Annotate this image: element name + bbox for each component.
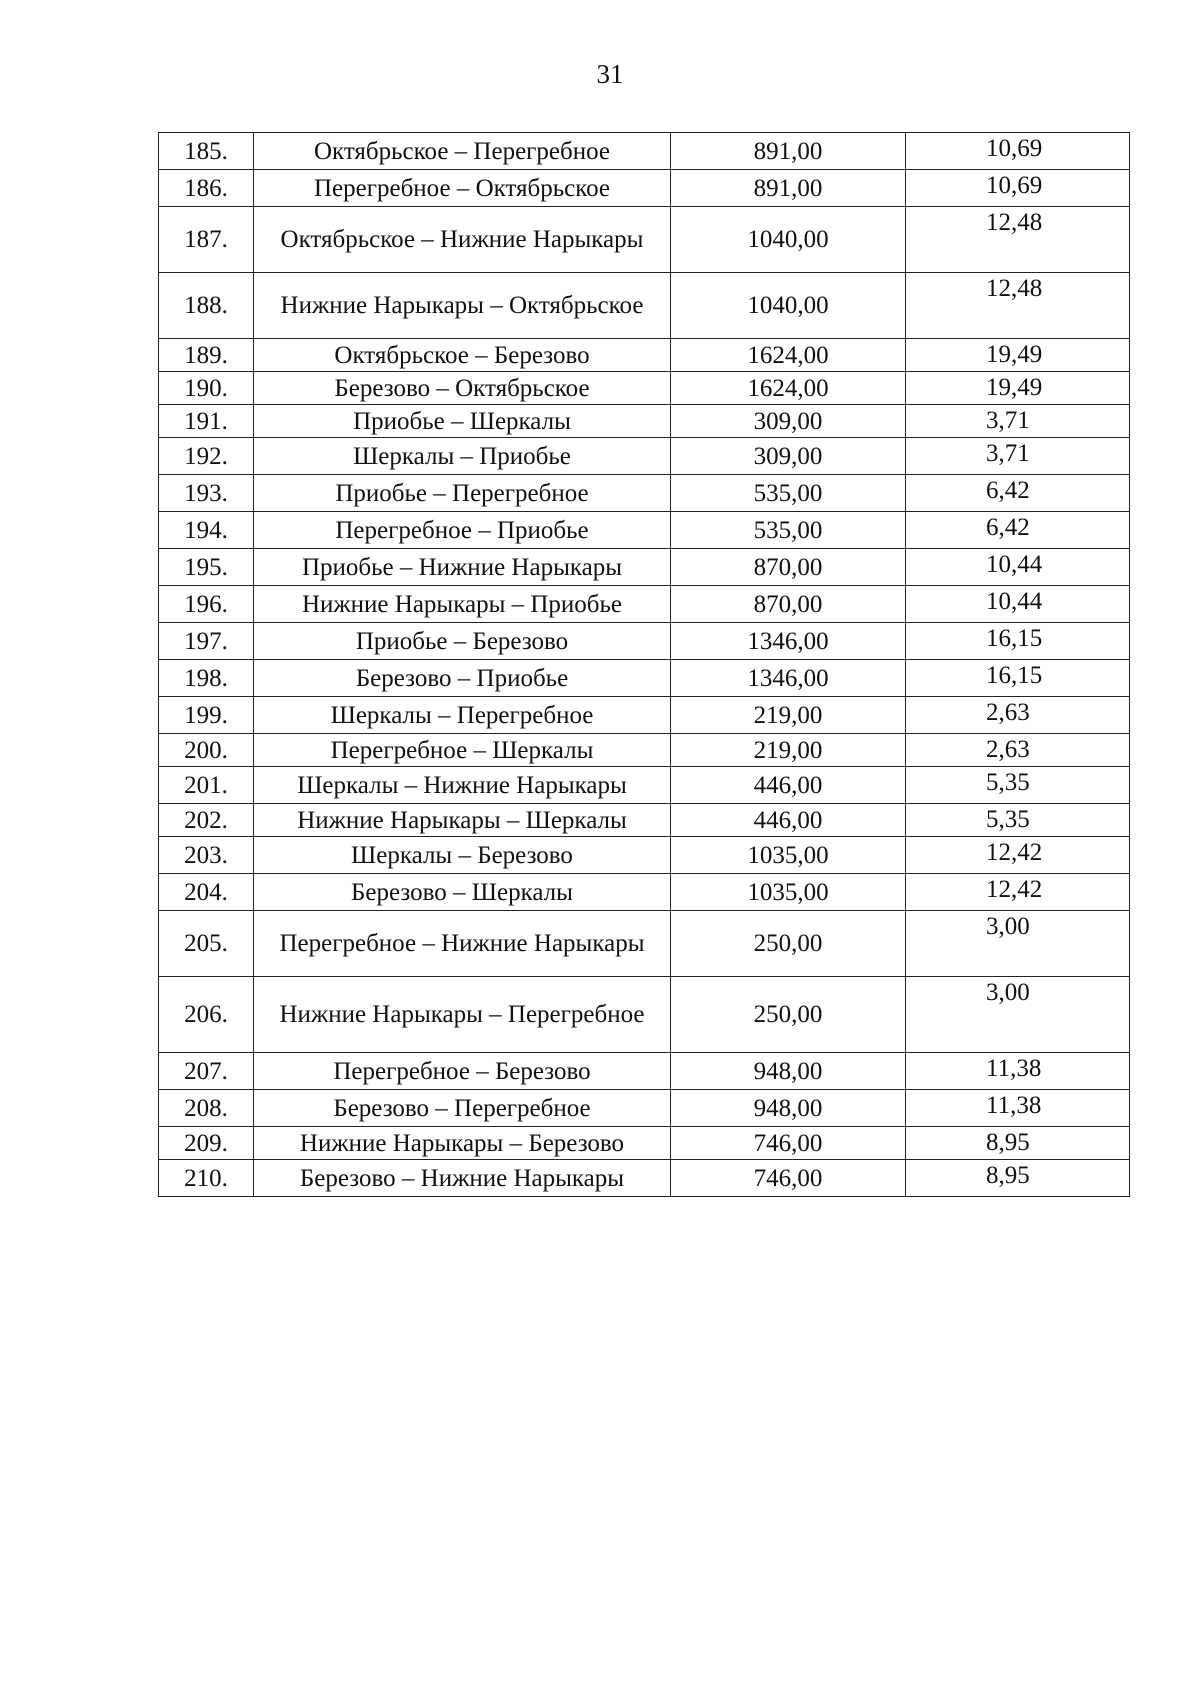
route-price: 2,63	[906, 697, 1130, 734]
route-distance: 219,00	[671, 697, 906, 734]
route-distance: 1624,00	[671, 339, 906, 372]
row-number: 197.	[159, 623, 254, 660]
route-name: Нижние Нарыкары – Октябрьское	[254, 273, 671, 339]
route-price: 12,48	[906, 207, 1130, 273]
route-price: 12,48	[906, 273, 1130, 339]
route-distance: 870,00	[671, 549, 906, 586]
table-row	[159, 837, 1130, 874]
table-row	[159, 339, 1130, 372]
row-number: 196.	[159, 586, 254, 623]
route-distance: 219,00	[671, 734, 906, 767]
route-name: Березово – Нижние Нарыкары	[254, 1160, 671, 1197]
table-row	[159, 1090, 1130, 1127]
route-distance: 891,00	[671, 133, 906, 170]
route-distance: 948,00	[671, 1053, 906, 1090]
route-name: Перегребное – Октябрьское	[254, 170, 671, 207]
table-row	[159, 623, 1130, 660]
route-name: Шеркалы – Перегребное	[254, 697, 671, 734]
table-row	[159, 1160, 1130, 1197]
route-price: 10,69	[906, 170, 1130, 207]
table-row	[159, 273, 1130, 339]
row-number: 188.	[159, 273, 254, 339]
table-row	[159, 767, 1130, 804]
table-row	[159, 874, 1130, 911]
row-number: 203.	[159, 837, 254, 874]
row-number: 192.	[159, 438, 254, 475]
row-number: 201.	[159, 767, 254, 804]
route-price: 6,42	[906, 512, 1130, 549]
route-price: 11,38	[906, 1090, 1130, 1127]
route-price: 16,15	[906, 623, 1130, 660]
route-price: 19,49	[906, 372, 1130, 405]
route-name: Березово – Октябрьское	[254, 372, 671, 405]
route-name: Приобье – Шеркалы	[254, 405, 671, 438]
route-price: 5,35	[906, 767, 1130, 804]
route-name: Березово – Шеркалы	[254, 874, 671, 911]
route-name: Перегребное – Приобье	[254, 512, 671, 549]
row-number: 202.	[159, 804, 254, 837]
route-price: 5,35	[906, 804, 1130, 837]
row-number: 190.	[159, 372, 254, 405]
row-number: 206.	[159, 977, 254, 1053]
route-name: Октябрьское – Перегребное	[254, 133, 671, 170]
route-price: 6,42	[906, 475, 1130, 512]
route-name: Нижние Нарыкары – Березово	[254, 1127, 671, 1160]
row-number: 194.	[159, 512, 254, 549]
row-number: 193.	[159, 475, 254, 512]
table-row	[159, 734, 1130, 767]
route-price: 12,42	[906, 837, 1130, 874]
route-price: 16,15	[906, 660, 1130, 697]
table-row	[159, 475, 1130, 512]
route-name: Шеркалы – Приобье	[254, 438, 671, 475]
table-row	[159, 549, 1130, 586]
route-price: 10,44	[906, 586, 1130, 623]
route-name: Шеркалы – Нижние Нарыкары	[254, 767, 671, 804]
route-name: Перегребное – Шеркалы	[254, 734, 671, 767]
route-distance: 446,00	[671, 804, 906, 837]
route-distance: 1346,00	[671, 660, 906, 697]
route-name: Октябрьское – Нижние Нарыкары	[254, 207, 671, 273]
route-price: 2,63	[906, 734, 1130, 767]
row-number: 185.	[159, 133, 254, 170]
route-price: 10,69	[906, 133, 1130, 170]
table-row	[159, 405, 1130, 438]
route-distance: 535,00	[671, 512, 906, 549]
row-number: 189.	[159, 339, 254, 372]
table-row	[159, 660, 1130, 697]
route-distance: 250,00	[671, 977, 906, 1053]
route-distance: 309,00	[671, 438, 906, 475]
row-number: 204.	[159, 874, 254, 911]
route-price: 12,42	[906, 874, 1130, 911]
row-number: 187.	[159, 207, 254, 273]
route-distance: 746,00	[671, 1127, 906, 1160]
route-price: 11,38	[906, 1053, 1130, 1090]
route-name: Березово – Перегребное	[254, 1090, 671, 1127]
route-price: 8,95	[906, 1127, 1130, 1160]
route-distance: 309,00	[671, 405, 906, 438]
route-name: Нижние Нарыкары – Перегребное	[254, 977, 671, 1053]
table-row	[159, 911, 1130, 977]
route-distance: 535,00	[671, 475, 906, 512]
table-row	[159, 372, 1130, 405]
route-distance: 1040,00	[671, 207, 906, 273]
route-distance: 891,00	[671, 170, 906, 207]
row-number: 191.	[159, 405, 254, 438]
route-name: Перегребное – Нижние Нарыкары	[254, 911, 671, 977]
route-distance: 870,00	[671, 586, 906, 623]
route-distance: 446,00	[671, 767, 906, 804]
route-name: Нижние Нарыкары – Приобье	[254, 586, 671, 623]
route-price: 19,49	[906, 339, 1130, 372]
route-name: Приобье – Перегребное	[254, 475, 671, 512]
table-row	[159, 133, 1130, 170]
table-row	[159, 207, 1130, 273]
row-number: 200.	[159, 734, 254, 767]
route-distance: 948,00	[671, 1090, 906, 1127]
row-number: 198.	[159, 660, 254, 697]
row-number: 186.	[159, 170, 254, 207]
table-row	[159, 697, 1130, 734]
table-row	[159, 1053, 1130, 1090]
page-number: 31	[596, 59, 624, 89]
row-number: 205.	[159, 911, 254, 977]
table-row	[159, 1127, 1130, 1160]
route-price: 8,95	[906, 1160, 1130, 1197]
route-price: 3,00	[906, 911, 1130, 977]
route-name: Приобье – Березово	[254, 623, 671, 660]
row-number: 207.	[159, 1053, 254, 1090]
table-row	[159, 512, 1130, 549]
route-name: Березово – Приобье	[254, 660, 671, 697]
table-row	[159, 586, 1130, 623]
row-number: 199.	[159, 697, 254, 734]
routes-table	[158, 132, 1130, 1197]
route-distance: 1624,00	[671, 372, 906, 405]
route-distance: 250,00	[671, 911, 906, 977]
route-name: Перегребное – Березово	[254, 1053, 671, 1090]
route-distance: 1035,00	[671, 837, 906, 874]
route-price: 10,44	[906, 549, 1130, 586]
route-price: 3,71	[906, 405, 1130, 438]
route-distance: 746,00	[671, 1160, 906, 1197]
table-row	[159, 977, 1130, 1053]
route-name: Октябрьское – Березово	[254, 339, 671, 372]
route-name: Приобье – Нижние Нарыкары	[254, 549, 671, 586]
route-price: 3,71	[906, 438, 1130, 475]
table-row	[159, 170, 1130, 207]
route-price: 3,00	[906, 977, 1130, 1053]
row-number: 195.	[159, 549, 254, 586]
table-row	[159, 804, 1130, 837]
row-number: 209.	[159, 1127, 254, 1160]
table-row	[159, 438, 1130, 475]
route-name: Нижние Нарыкары – Шеркалы	[254, 804, 671, 837]
route-name: Шеркалы – Березово	[254, 837, 671, 874]
row-number: 208.	[159, 1090, 254, 1127]
route-distance: 1040,00	[671, 273, 906, 339]
route-distance: 1035,00	[671, 874, 906, 911]
row-number: 210.	[159, 1160, 254, 1197]
route-distance: 1346,00	[671, 623, 906, 660]
